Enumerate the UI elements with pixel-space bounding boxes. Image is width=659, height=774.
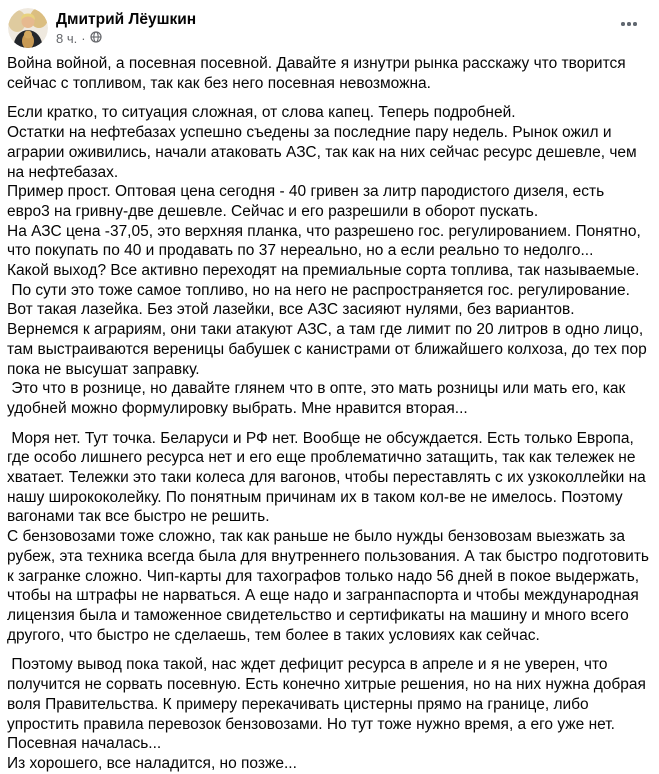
post-text-line: Поэтому вывод пока такой, нас ждет дефицит ресурса в апреле и я не уверен, что получится не сорвать посевную. Есть конечно хитрые решения, но на них нужна добрая воля Правительства. К примеру перекачивать цистерны прямо на границе, либо упростить правила перевозок бензовозами. Но тут тоже нужно время, а его уже нет. Посевная началась... (7, 656, 651, 753)
post-paragraph (7, 103, 651, 418)
post-meta (56, 31, 643, 47)
profile-photo-icon (8, 8, 48, 48)
more-options-button[interactable] (615, 12, 643, 36)
post-text-line: Моря нет. Тут точка. Беларуси и РФ нет. Вообще не обсуждается. Есть только Европа, где особо лишнего ресурса нет и его еще проблематично затащить, так как тележек не хватает. Тележки это таки колеса для вагонов, чтобы переставлять с их узкоколлейки на нашу ширококолейку. По понятным причинам их в таком кол-ве не имелось. Поэтому вагонами так все быстро не решить. (7, 429, 651, 526)
post-text-line: Это что в рознице, но давайте глянем что в опте, это мать розницы или мать его, как удобней можно формулировку выбрать. Мне нравится вторая... (7, 380, 630, 417)
post-text-line: Война войной, а посевная посевной. Давайте я изнутри рынка расскажу что творится сейчас с топливом, так как без него посевная невозможна. (7, 55, 630, 92)
post-paragraph (7, 655, 651, 773)
post-text-line: Какой выход? Все активно переходят на премиальные сорта топлива, так называемые. (7, 262, 640, 280)
post-text-line: Вернемся к аграриям, они таки атакуют АЗС, а там где лимит по 20 литров в одно лицо, там выстраиваются вереницы бабушек с канистрами от ближайшего колхоза, до тех пор пока не высушат заправку. (7, 321, 652, 378)
post-text-line: Пример прост. Оптовая цена сегодня - 40 гривен за литр пародистого дизеля, есть евро3 на гривну-две дешевле. Сейчас и его разрешили в оборот пускать. (7, 183, 609, 220)
post-header (0, 0, 659, 50)
ellipsis-icon (621, 22, 625, 26)
post-text-line: По сути это тоже самое топливо, но на него не распространяется гос. регулирование. Вот такая лазейка. Без этой лазейки, все АЗС засияют нулями, без вариантов. (7, 281, 635, 319)
post-paragraph (7, 54, 651, 93)
globe-icon (90, 31, 102, 47)
avatar[interactable] (8, 8, 48, 48)
post-text-line: С бензовозами тоже сложно, так как раньше не было нужды бензовозам выезжать за рубеж, эта техника всегда была для внутреннего пользования. А так быстро подготовить к загранке сложно. Чип-карты для тахографов только надо 56 дней в покое выдержать, чтобы на штрафы не нарваться. А еще надо и загранпаспорта и чтобы международная лицензия была и таможенное свидетельство и сертификаты на машину и много всего другого, что быстро не сделаешь, тем более в таких условиях как сейчас. (7, 528, 654, 644)
post-text-line: Остатки на нефтебазах успешно съедены за последние пару недель. Рынок ожил и аграрии оживились, начали атаковать АЗС, так как на них сейчас ресурс дешевле, чем на нефтебазах. (7, 124, 641, 181)
post-text (0, 50, 659, 774)
post-header-text (56, 8, 643, 47)
post-paragraph (7, 429, 654, 646)
post-text-line: На АЗС цена -37,05, это верхняя планка, что разрешено гос. регулированием. Понятно, что покупать по 40 и продавать по 37 нереально, но а если реально то недолго... (7, 222, 646, 260)
author-name[interactable]: Дмитрий Лёушкин (56, 11, 197, 28)
timestamp[interactable]: 8 ч. (56, 31, 78, 46)
meta-separator: · (81, 31, 86, 46)
post-text-line: Если кратко, то ситуация сложная, от слова капец. Теперь подробней. (7, 104, 516, 122)
post-text-line: Из хорошего, все наладится, но позже... (7, 754, 297, 772)
